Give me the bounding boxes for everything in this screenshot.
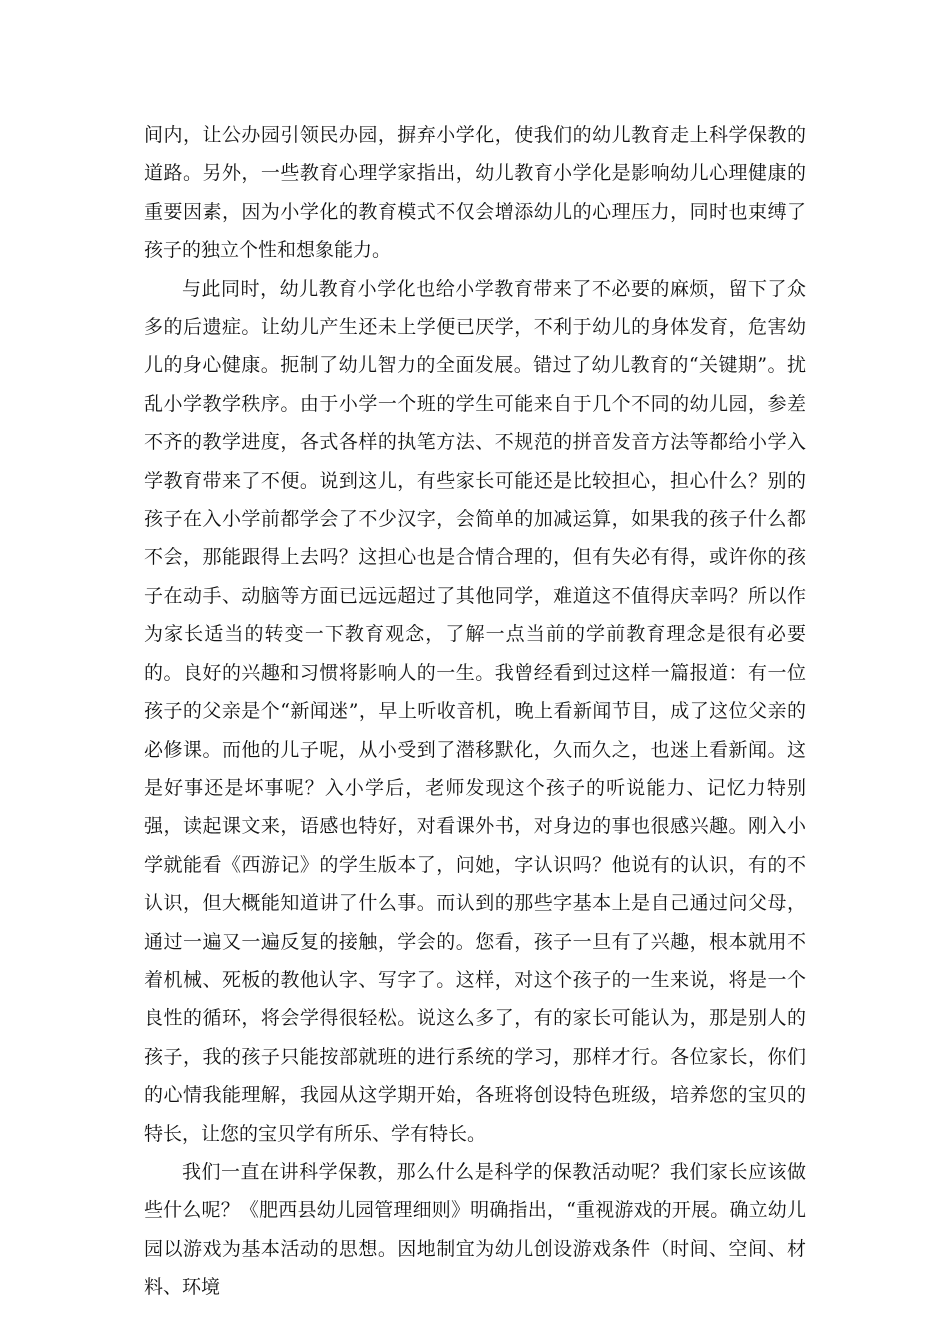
document-page: [144, 116, 806, 1307]
paragraph-3: 我们一直在讲科学保教，那么什么是科学的保教活动呢？我们家长应该做些什么呢？《肥西县幼儿园管理细则》明确指出，“重视游戏的开展。确立幼儿园以游戏为基本活动的思想。因地制宜为幼儿创设游戏条件（时间、空间、材料、环境: [144, 1160, 806, 1299]
paragraph-2: 与此同时，幼儿教育小学化也给小学教育带来了不必要的麻烦，留下了众多的后遗症。让幼儿产生还未上学便已厌学，不利于幼儿的身体发育，危害幼儿的身心健康。扼制了幼儿智力的全面发展。错过了幼儿教育的“关键期”。扰乱小学教学秩序。由于小学一个班的学生可能来自于几个不同的幼儿园，参差不齐的教学进度，各式各样的执笔方法、不规范的拼音发音方法等都给小学入学教育带来了不便。说到这儿，有些家长可能还是比较担心，担心什么？别的孩子在入小学前都学会了不少汉字，会简单的加减运算，如果我的孩子什么都不会，那能跟得上去吗？这担心也是合情合理的，但有失必有得，或许你的孩子在动手、动脑等方面已远远超过了其他同学，难道这不值得庆幸吗？所以作为家长适当的转变一下教育观念，了解一点当前的学前教育理念是很有必要的。良好的兴趣和习惯将影响人的一生。我曾经看到过这样一篇报道：有一位孩子的父亲是个“新闻迷”，早上听收音机，晚上看新闻节目，成了这位父亲的必修课。而他的儿子呢，从小受到了潜移默化，久而久之，也迷上看新闻。这是好事还是坏事呢？入小学后，老师发现这个孩子的听说能力、记忆力特别强，读起课文来，语感也特好，对看课外书，对身边的事也很感兴趣。刚入小学就能看《西游记》的学生版本了，问她，字认识吗？他说有的认识，有的不认识，但大概能知道讲了什么事。而认到的那些字基本上是自己通过问父母，通过一遍又一遍反复的接触，学会的。您看，孩子一旦有了兴趣，根本就用不着机械、死板的教他认字、写字了。这样，对这个孩子的一生来说，将是一个良性的循环，将会学得很轻松。说这么多了，有的家长可能认为，那是别人的孩子，我的孩子只能按部就班的进行系统的学习，那样才行。各位家长，你们的心情我能理解，我园从这学期开始，各班将创设特色班级，培养您的宝贝的特长，让您的宝贝学有所乐、学有特长。: [144, 277, 806, 1145]
paragraph-1: 间内，让公办园引领民办园，摒弃小学化，使我们的幼儿教育走上科学保教的道路。另外，一些教育心理学家指出，幼儿教育小学化是影响幼儿心理健康的重要因素，因为小学化的教育模式不仅会增添幼儿的心理压力，同时也束缚了孩子的独立个性和想象能力。: [144, 124, 806, 262]
